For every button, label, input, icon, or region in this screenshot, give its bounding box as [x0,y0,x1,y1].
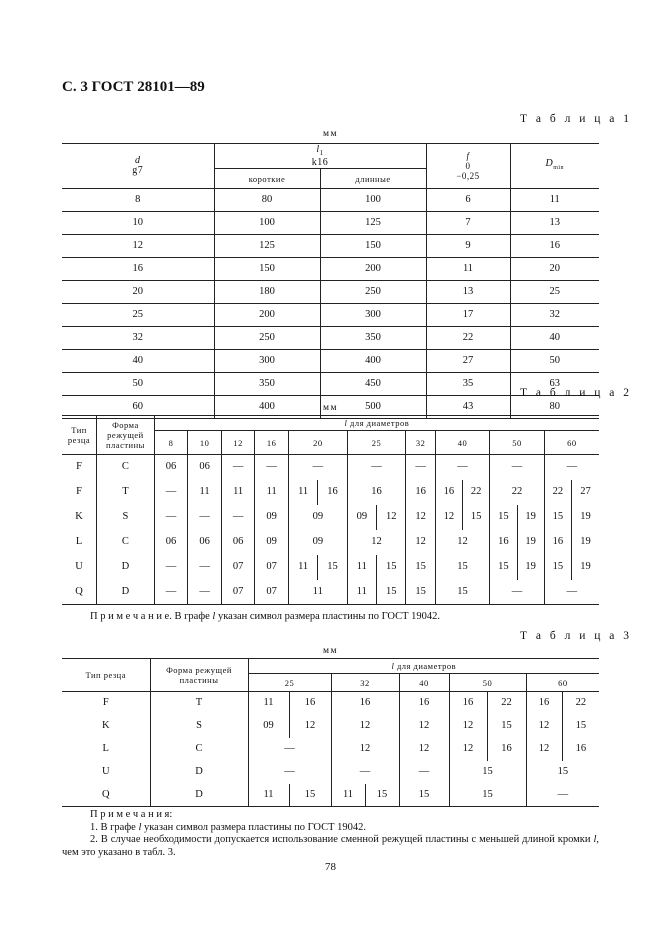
t2-diam: 25 [347,431,406,455]
t2-note-text-a: В графе [171,611,213,622]
table-row [62,692,599,715]
t3-body [62,692,599,807]
table-cell: — [331,761,399,784]
t1-h-l1-symbol: l [316,143,320,155]
table-cell: 15 [318,555,347,580]
table-cell: 40 [510,327,599,350]
table-cell: 60 [62,396,214,419]
table-cell: — [188,580,222,605]
table-cell: 16 [399,692,449,715]
table-cell: 12 [347,530,406,555]
table-cell: 16 [435,480,462,505]
table-row [62,373,599,396]
table-cell: 63 [510,373,599,396]
t3-diam: 32 [331,674,399,692]
table-cell: 250 [320,281,426,304]
table-cell: 400 [320,350,426,373]
table-cell: — [154,555,188,580]
row-form: C [97,530,155,555]
t3-diam: 60 [526,674,599,692]
table-cell: 16 [575,743,587,754]
table-cell: — [544,580,599,605]
table-cell: — [188,555,222,580]
table-cell: 20 [510,258,599,281]
table-cell: 8 [62,189,214,212]
table-cell: 12 [399,738,449,761]
table-cell: 19 [517,505,544,530]
table-cell: 32 [510,304,599,327]
table-cell: 80 [510,396,599,419]
table-cell: 22 [490,480,545,505]
table-cell: 09 [248,715,289,738]
table-cell: 15 [490,555,517,580]
table-cell: 11 [248,692,289,715]
table-cell: 12 [435,530,490,555]
table-cell: — [526,784,599,807]
row-type: Q [62,580,97,605]
table-cell: 07 [255,555,289,580]
table-cell: 19 [517,555,544,580]
table-cell: 15 [557,766,569,777]
t1-header-dmin [510,144,599,189]
table-cell: 06 [221,530,255,555]
table-cell: 11 [248,784,289,807]
table-row [62,189,599,212]
table-cell: 300 [214,350,320,373]
table1 [62,143,599,419]
table-cell: 11 [255,480,289,505]
table2 [62,415,599,605]
t1-header-short: короткие [214,169,320,189]
table-row [62,455,599,480]
table-cell: 15 [406,580,435,605]
table-cell: 22 [544,480,571,505]
row-type: U [62,555,97,580]
table-cell: 25 [510,281,599,304]
table-cell: 09 [288,530,347,555]
table-cell: 180 [214,281,320,304]
table-cell: 150 [214,258,320,281]
t2-diam: 10 [188,431,222,455]
table-cell: — [435,455,490,480]
table-cell: 20 [62,281,214,304]
t2-diam: 16 [255,431,289,455]
table-cell: 15 [490,505,517,530]
table1-caption: Т а б л и ц а 1 [520,113,633,125]
t1-h-f-tol-lower: −0,25 [456,171,480,181]
table-cell: 15 [406,555,435,580]
table-cell: — [188,505,222,530]
table-cell: 11 [347,580,376,605]
table-cell: 19 [580,561,591,572]
table-cell: 40 [62,350,214,373]
table-cell: 27 [426,350,510,373]
table-cell: 12 [526,715,562,738]
row-type: L [62,530,97,555]
table-cell: 16 [544,530,571,555]
table-cell: 16 [289,692,331,715]
table2-unit: мм [322,403,339,413]
table-cell: 11 [426,258,510,281]
t1-header-f [426,144,510,189]
table-cell: 150 [320,235,426,258]
t2-diam: 20 [288,431,347,455]
table-row [62,555,599,580]
table-cell: 16 [62,258,214,281]
table-cell: 12 [406,530,435,555]
t2-note-l: l [212,611,216,622]
table-cell: 25 [62,304,214,327]
table-cell: 50 [510,350,599,373]
table1-unit: мм [322,129,339,139]
table-cell: 35 [426,373,510,396]
note-2-l: l [593,834,597,845]
t1-h-f-tol-upper: 0 [465,161,471,171]
table-cell: 11 [288,480,317,505]
row-form: D [97,555,155,580]
t2-diam: 40 [435,431,490,455]
table-cell: 80 [214,189,320,212]
table-cell: 12 [526,738,562,761]
table-cell: 11 [347,555,376,580]
table-cell: 19 [517,530,544,555]
table-cell: 12 [449,715,487,738]
row-type: U [62,761,150,784]
t3-diam: 25 [248,674,331,692]
table-cell: 16 [487,738,526,761]
table-cell: 11 [288,580,347,605]
table-cell: 16 [449,692,487,715]
row-type: L [62,738,150,761]
t1-h-l1-sub: 1 [319,148,324,157]
table-row [62,258,599,281]
t3-diam: 40 [399,674,449,692]
table-cell: 15 [449,784,526,807]
table-cell: 12 [449,738,487,761]
t1-h-D-symbol: D [545,158,554,169]
table-cell: 12 [331,715,399,738]
table-cell: 15 [544,555,571,580]
row-form: S [150,715,248,738]
notes-label: П р и м е ч а н и я: [90,809,173,820]
table-cell: 15 [399,784,449,807]
table-row [62,761,599,784]
t2-body [62,455,599,605]
t2-diam: 32 [406,431,435,455]
table-cell: 06 [154,530,188,555]
table-cell: 16 [318,480,347,505]
t1-h-d-tol: g7 [132,165,144,176]
table-cell: 09 [288,505,347,530]
table-cell: — [221,455,255,480]
table-cell: 06 [188,455,222,480]
row-form: C [97,455,155,480]
table-row [62,738,599,761]
t1-h-l1-tol: k16 [311,156,329,168]
table-cell: 15 [449,761,526,784]
row-type: Q [62,784,150,807]
table-cell: 22 [575,697,587,709]
note-1-l: l [138,821,142,833]
table-row [62,580,599,605]
table-cell: 12 [331,738,399,761]
table-cell: 9 [426,235,510,258]
table-cell: 16 [510,235,599,258]
t2-diam: 60 [544,431,599,455]
page-header: С. 3 ГОСТ 28101—89 [62,79,205,95]
table-cell: 10 [62,212,214,235]
table-cell: 07 [255,580,289,605]
table-cell: 06 [188,530,222,555]
table-cell: 16 [526,692,562,715]
table-cell: 27 [580,486,591,497]
note-1-text-b: указан символ размера пластины по ГОСТ 19042. [141,821,367,833]
t2-diam: 8 [154,431,188,455]
table-cell: — [288,455,347,480]
t3-header-l [248,659,599,674]
table-cell: 15 [463,505,490,530]
table-cell: 12 [399,715,449,738]
table-cell: 250 [214,327,320,350]
row-form: T [97,480,155,505]
row-type: F [62,480,97,505]
t3-diam: 50 [449,674,526,692]
table-cell: 15 [544,505,571,530]
t2-header-type: Тип резца [62,416,97,455]
table-cell: 09 [255,530,289,555]
table-cell: 11 [288,555,317,580]
table-cell: 200 [214,304,320,327]
table-cell: 13 [426,281,510,304]
t3-h-l-text: для диаметров [394,661,457,671]
table-cell: 11 [221,480,255,505]
table-cell: 12 [62,235,214,258]
row-form: C [150,738,248,761]
table-cell: 19 [580,536,591,547]
table3 [62,658,599,807]
table-cell: 16 [331,692,399,715]
page-number: 78 [325,861,336,873]
table-cell: 15 [377,580,406,605]
table-cell: 15 [435,580,490,605]
table-cell: 100 [320,189,426,212]
row-type: K [62,505,97,530]
table-cell: — [154,505,188,530]
table-cell: 6 [426,189,510,212]
t1-header-long: длинные [320,169,426,189]
table-cell: — [399,761,449,784]
t2-header-form: Форма режущей пластины [97,416,155,455]
table-cell: 11 [188,480,222,505]
table-cell: 06 [154,455,188,480]
table-cell: 125 [214,235,320,258]
table-cell: 15 [435,555,490,580]
t2-note-label: П р и м е ч а н и е. [90,611,172,622]
table-cell: 15 [365,784,399,807]
table-cell: 22 [463,480,490,505]
t1-header-l1 [214,144,426,169]
table-cell: 400 [214,396,320,419]
row-form: T [150,692,248,715]
row-form: D [97,580,155,605]
t3-header-form: Форма режущей пластины [150,659,248,692]
table-cell: 15 [487,715,526,738]
table-cell: — [566,461,578,473]
table-cell: — [490,580,545,605]
table3-caption: Т а б л и ц а 3 [520,630,633,642]
table-row [62,715,599,738]
t3-header-type: Тип резца [62,659,150,692]
row-form: D [150,784,248,807]
table-cell: 12 [435,505,462,530]
t1-h-f-symbol: f [466,151,470,161]
table-cell: 07 [221,555,255,580]
table-cell: 450 [320,373,426,396]
table2-note [90,611,440,624]
note-1 [62,822,599,835]
table-cell: 15 [377,555,406,580]
table-cell: — [248,761,331,784]
row-type: F [62,455,97,480]
note-1-text-a: 1. В графе [90,821,139,833]
table-row [62,350,599,373]
row-type: K [62,715,150,738]
table-cell: — [248,738,331,761]
t3-h-l-symbol: l [391,661,395,671]
table-cell: 11 [510,189,599,212]
note-2-text-b: , чем это указано в табл. 3. [62,834,599,858]
table3-unit: мм [322,646,339,656]
table-cell: 07 [221,580,255,605]
table-cell: 50 [62,373,214,396]
table-row [62,530,599,555]
row-form: S [97,505,155,530]
notes-block [62,809,599,859]
table-cell: 300 [320,304,426,327]
t1-body [62,189,599,419]
table-cell: 17 [426,304,510,327]
table-cell: 19 [580,511,591,522]
table-cell: 500 [320,396,426,419]
table-cell: 125 [320,212,426,235]
table-cell: 09 [347,505,376,530]
t2-diam: 50 [490,431,545,455]
table-cell: — [347,455,406,480]
table-cell: 11 [331,784,365,807]
t2-h-l-symbol: l [344,418,348,428]
table-cell: 16 [347,480,406,505]
t2-diam: 12 [221,431,255,455]
table-cell: 12 [377,505,406,530]
table-cell: 09 [255,505,289,530]
table-cell: — [255,455,289,480]
table-cell: 22 [487,692,526,715]
table-cell: — [154,580,188,605]
table-cell: 22 [426,327,510,350]
table-cell: 12 [289,715,331,738]
table-row [62,304,599,327]
table-row [62,281,599,304]
table-cell: — [221,505,255,530]
table-cell: 350 [320,327,426,350]
table-cell: 16 [406,480,435,505]
note-2-text-a: 2. В случае необходимости допускается использование сменной режущей пластины с меньшей длиной кромки [90,834,594,845]
table-cell: 12 [406,505,435,530]
t1-h-D-sub: min [553,165,565,171]
table-cell: 15 [575,720,587,731]
table-cell: 43 [426,396,510,419]
table-cell: 7 [426,212,510,235]
t2-h-l-text: для диаметров [347,418,410,428]
table-cell: — [490,455,545,480]
table-row [62,784,599,807]
table-cell: 16 [490,530,517,555]
table-cell: 200 [320,258,426,281]
table-row [62,480,599,505]
table-row [62,235,599,258]
table-row [62,505,599,530]
t1-h-d-symbol: d [135,155,141,166]
t1-header-d [62,144,214,189]
table-cell: — [154,480,188,505]
row-form: D [150,761,248,784]
table2-caption: Т а б л и ц а 2 [520,387,633,399]
note-2 [62,834,599,859]
t2-note-text-b: указан символ размера пластины по ГОСТ 19042. [215,611,441,622]
table-cell: — [406,455,435,480]
table-row [62,212,599,235]
table-cell: 13 [510,212,599,235]
table-row [62,327,599,350]
table-cell: 32 [62,327,214,350]
table-cell: 350 [214,373,320,396]
t2-header-l [154,416,599,431]
table-cell: 100 [214,212,320,235]
table-cell: 15 [289,784,331,807]
row-type: F [62,692,150,715]
